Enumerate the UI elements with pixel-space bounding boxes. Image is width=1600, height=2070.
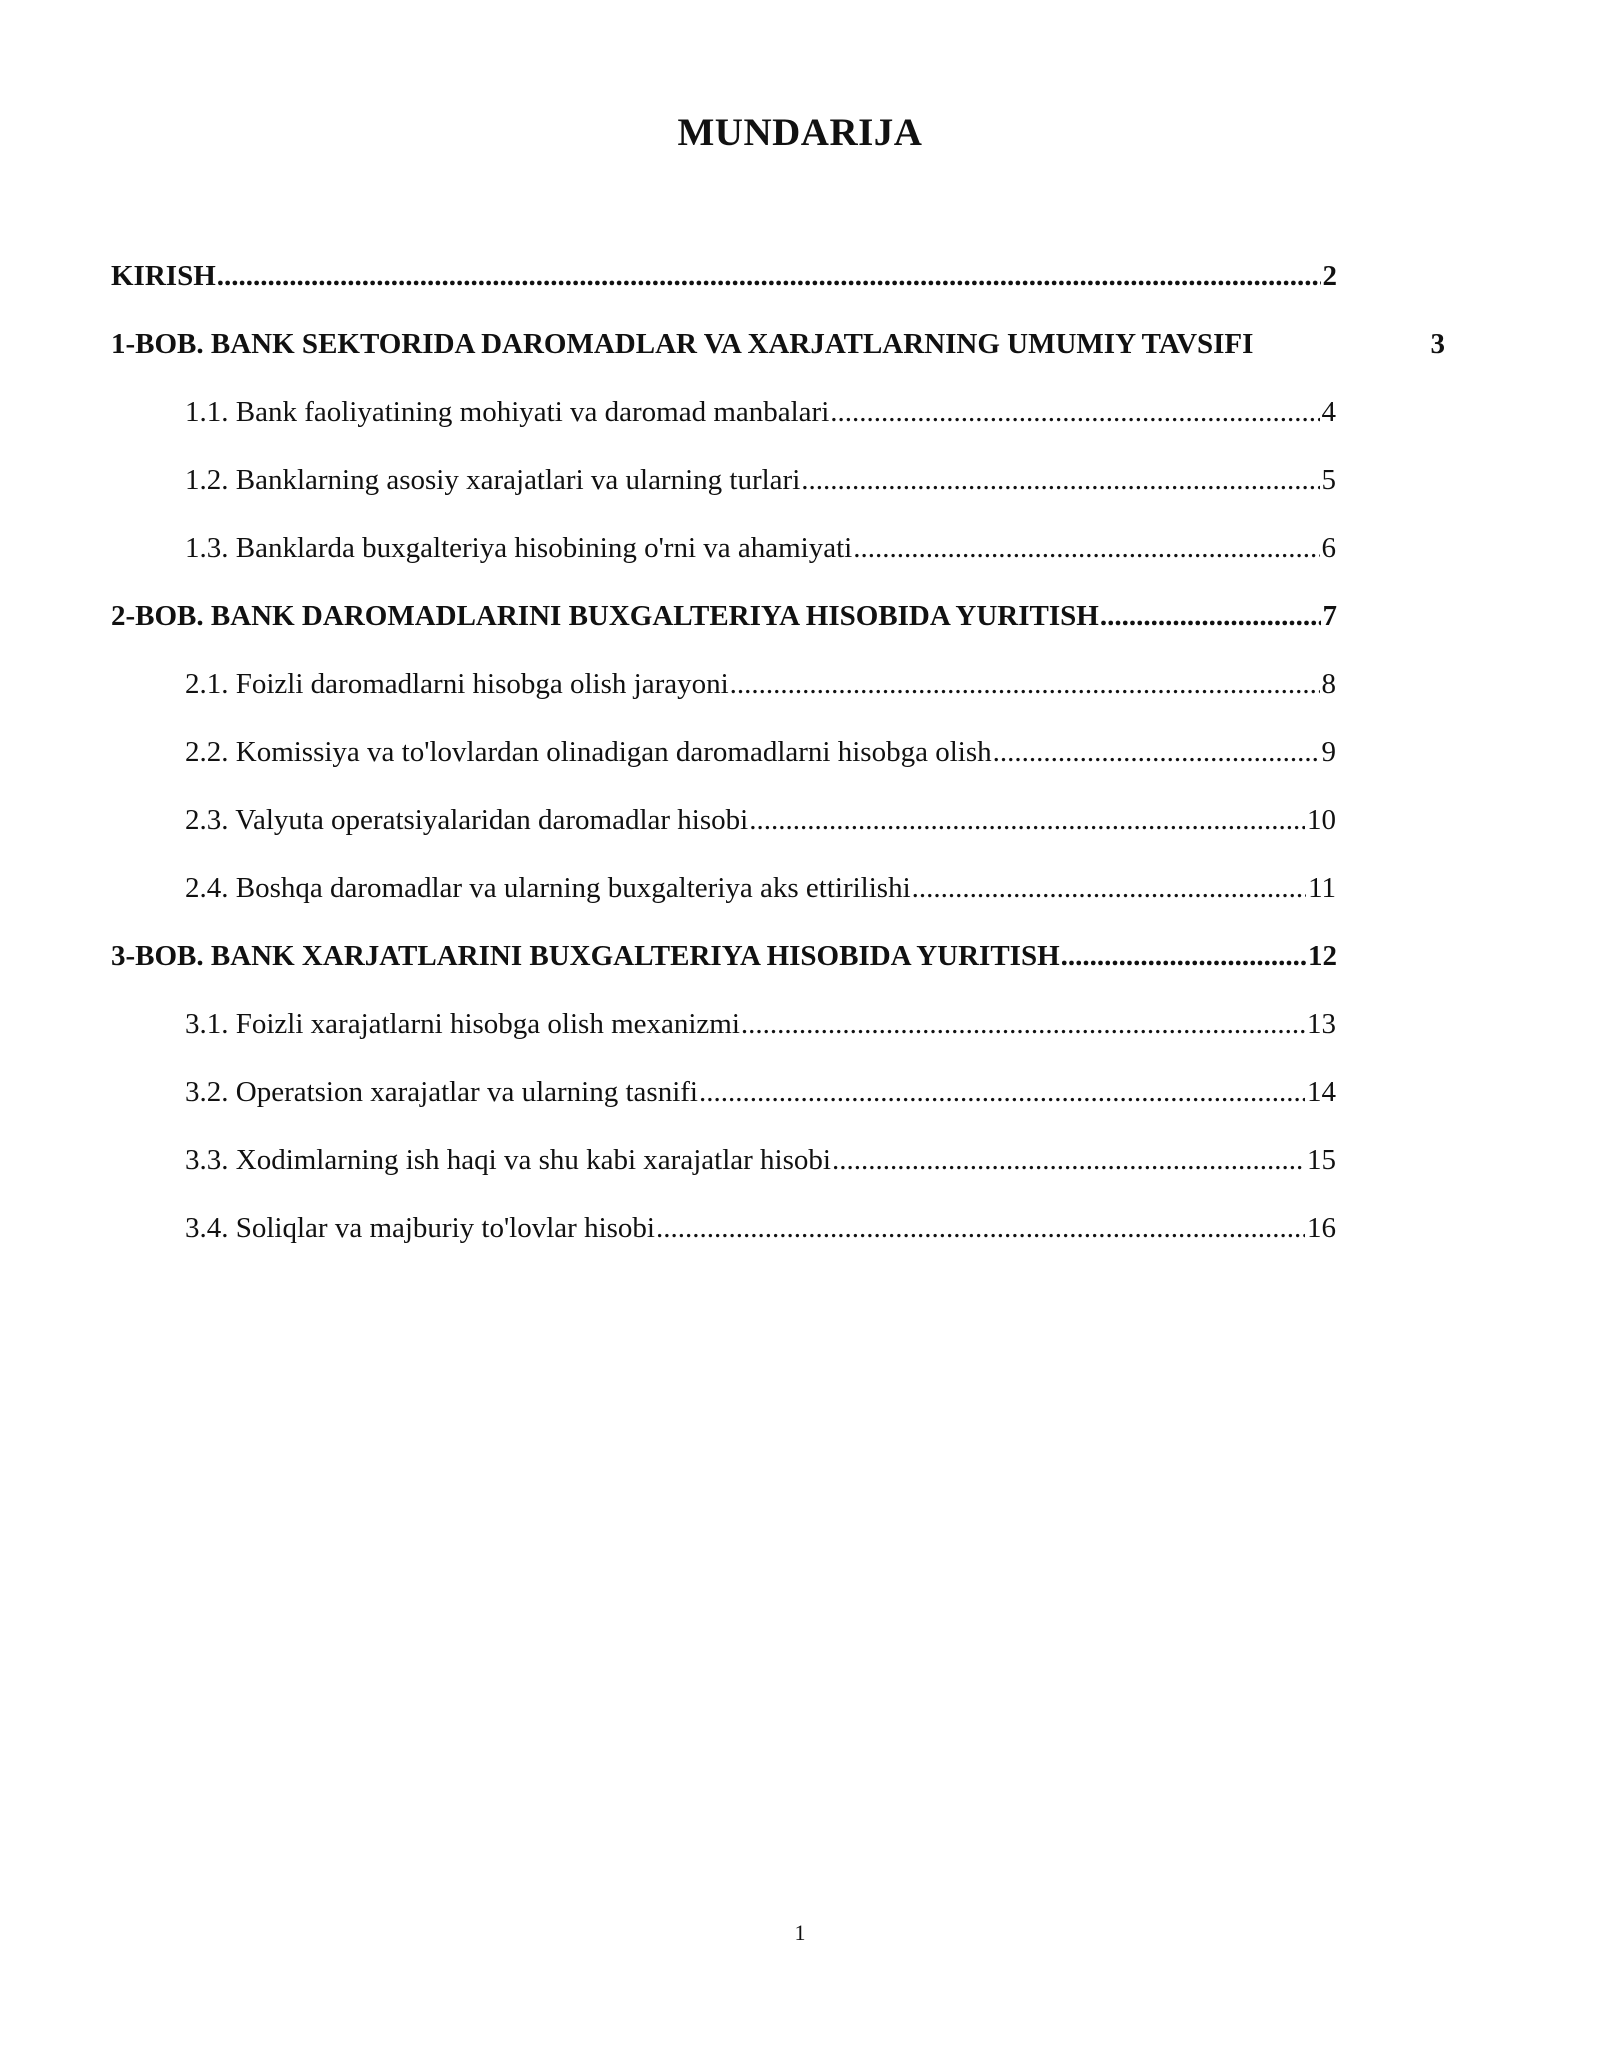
toc-entry-label: KIRISH (111, 260, 216, 292)
toc-entry-section-1-1[interactable] (185, 392, 1336, 432)
footer-page-number: 1 (794, 1920, 806, 1945)
toc-dot-leader (730, 664, 1320, 704)
toc-dot-leader (1100, 596, 1321, 636)
toc-entry-label: 1.2. Banklarning asosiy xarajatlari va ularning turlari (185, 464, 801, 496)
toc-entry-section-3-1[interactable] (185, 1004, 1336, 1044)
toc-entry-page: 11 (1308, 872, 1336, 904)
toc-entry-introduction[interactable] (111, 256, 1337, 296)
toc-entry-page: 15 (1307, 1144, 1336, 1176)
toc-entry-section-1-2[interactable] (185, 460, 1336, 500)
toc-dot-leader (217, 256, 1321, 296)
toc-entry-page: 7 (1322, 600, 1337, 632)
toc-entry-page: 16 (1307, 1212, 1336, 1244)
toc-entry-label: 3.4. Soliqlar va majburiy to'lovlar hisobi (185, 1212, 655, 1244)
toc-entry-label: 1-BOB. BANK SEKTORIDA DAROMADLAR VA XARJATLARNING UMUMIY TAVSIFI (111, 328, 1254, 360)
toc-entry-section-3-4[interactable] (185, 1208, 1336, 1248)
toc-entry-section-2-1[interactable] (185, 664, 1336, 704)
toc-entry-page: 8 (1321, 668, 1336, 700)
toc-dot-leader (749, 800, 1305, 840)
toc-entry-page: 12 (1308, 940, 1337, 972)
toc-entry-section-1-3[interactable] (185, 528, 1336, 568)
toc-dot-leader (699, 1072, 1305, 1112)
toc-entry-label: 3-BOB. BANK XARJATLARINI BUXGALTERIYA HISOBIDA YURITISH (111, 940, 1060, 972)
toc-entry-page: 9 (1321, 736, 1336, 768)
toc-entry-section-2-2[interactable] (185, 732, 1336, 772)
toc-entry-section-3-2[interactable] (185, 1072, 1336, 1112)
toc-entry-chapter-3[interactable] (111, 936, 1337, 976)
toc-entry-page: 4 (1321, 396, 1336, 428)
toc-entry-page: 6 (1321, 532, 1336, 564)
toc-entry-label: 3.3. Xodimlarning ish haqi va shu kabi xarajatlar hisobi (185, 1144, 831, 1176)
toc-entry-label: 2.2. Komissiya va to'lovlardan olinadigan daromadlarni hisobga olish (185, 736, 992, 768)
toc-entry-label: 2.3. Valyuta operatsiyalaridan daromadlar hisobi (185, 804, 749, 836)
toc-entry-section-2-3[interactable] (185, 800, 1336, 840)
toc-entry-page: 3 (1430, 328, 1445, 360)
toc-entry-chapter-1[interactable] (111, 324, 1445, 364)
toc-entry-page: 5 (1321, 464, 1336, 496)
toc-entry-label: 3.2. Operatsion xarajatlar va ularning tasnifi (185, 1076, 698, 1108)
toc-entry-label: 2.4. Boshqa daromadlar va ularning buxgalteriya aks ettirilishi (185, 872, 911, 904)
toc-entry-page: 10 (1307, 804, 1336, 836)
toc-entry-label: 1.3. Banklarda buxgalteriya hisobining o'rni va ahamiyati (185, 532, 853, 564)
toc-entry-label: 1.1. Bank faoliyatining mohiyati va daromad manbalari (185, 396, 830, 428)
toc-dot-leader (830, 392, 1319, 432)
toc-dot-leader (741, 1004, 1305, 1044)
toc-entry-page: 13 (1307, 1008, 1336, 1040)
toc-dot-leader (1061, 936, 1306, 976)
toc-entry-label: 2.1. Foizli daromadlarni hisobga olish jarayoni (185, 668, 729, 700)
toc-dot-leader (832, 1140, 1305, 1180)
toc-dot-leader (853, 528, 1319, 568)
toc-dot-leader (801, 460, 1319, 500)
toc-entry-chapter-2[interactable] (111, 596, 1337, 636)
toc-dot-leader (912, 868, 1306, 908)
toc-dot-leader (656, 1208, 1305, 1248)
toc-dot-leader (993, 732, 1320, 772)
toc-entry-section-3-3[interactable] (185, 1140, 1336, 1180)
toc-entry-label: 2-BOB. BANK DAROMADLARINI BUXGALTERIYA HISOBIDA YURITISH (111, 600, 1099, 632)
toc-entry-page: 2 (1322, 260, 1337, 292)
toc-entry-page: 14 (1307, 1076, 1336, 1108)
page-title: MUNDARIJA (677, 111, 923, 154)
toc-entry-section-2-4[interactable] (185, 868, 1336, 908)
toc-entry-label: 3.1. Foizli xarajatlarni hisobga olish mexanizmi (185, 1008, 740, 1040)
